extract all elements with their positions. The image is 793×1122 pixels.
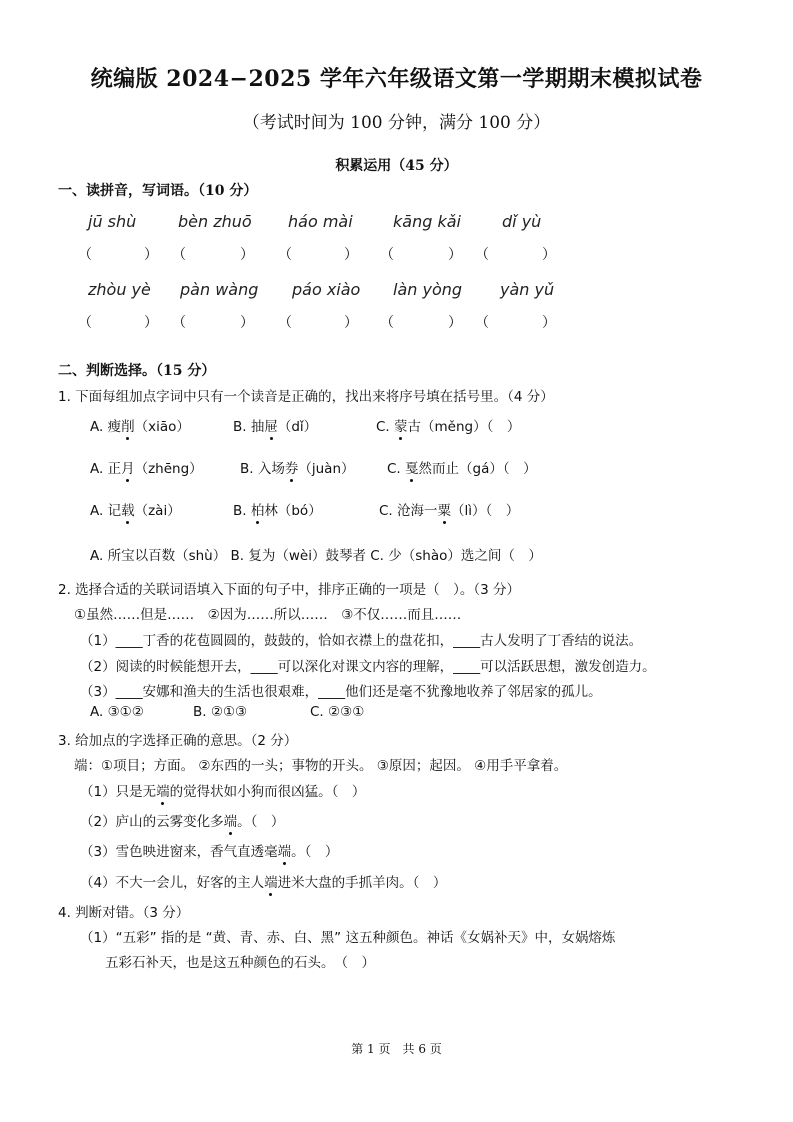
option-b: B. 柏林（bó）: [233, 503, 322, 519]
answer-paren-close: ）: [448, 247, 462, 263]
dotted-char: 月: [121, 461, 135, 477]
pinyin-item: yàn yǔ: [500, 280, 555, 299]
pinyin-item: pàn wàng: [180, 280, 259, 299]
option-b: B. 抽屉（dǐ）: [233, 419, 318, 435]
answer-paren-open: （: [278, 247, 292, 263]
dotted-char: 戛: [405, 461, 419, 477]
answer-paren-close: ）: [240, 315, 254, 331]
part1-title: 积累运用（45 分）: [335, 158, 458, 174]
section1-heading: 一、读拼音，写词语。（10 分）: [58, 183, 258, 199]
question-3-stem: 3. 给加点的字选择正确的意思。（2 分）: [58, 733, 298, 749]
pinyin-item: bèn zhuō: [178, 212, 252, 231]
question-3-item: （1）只是无端的觉得状如小狗而很凶猛。（ ）: [80, 784, 366, 800]
question-2-sentence: （3）____安娜和渔夫的生活也很艰难，____他们还是毫不犹豫地收养了邻居家的孤儿。: [80, 684, 602, 700]
option-a: A. 瘦削（xiāo）: [90, 419, 190, 435]
pinyin-item: zhòu yè: [88, 280, 151, 299]
question-3-item: （2）庐山的云雾变化多端。（ ）: [80, 814, 285, 830]
option-c: C. 戛然而止（gá）（ ）: [387, 461, 537, 477]
answer-paren-open: （: [78, 247, 92, 263]
question-4-sentence: （1）“五彩” 指的是 “黄、青、赤、白、黑” 这五种颜色。神话《女娲补天》中，女娲熔炼: [80, 930, 616, 946]
question-3-item: （4）不大一会儿，好客的主人端进米大盘的手抓羊肉。（ ）: [80, 875, 447, 891]
dotted-char: 削: [121, 419, 135, 435]
choice-a: A. ③①②: [90, 704, 144, 720]
answer-paren-close: ）: [448, 315, 462, 331]
dotted-char: 载: [121, 503, 135, 519]
question-2-stem: 2. 选择合适的关联词语填入下面的句子中，排序正确的一项是（ ）。（3 分）: [58, 582, 521, 598]
question-2-sentence: （1）____丁香的花苞圆圆的，鼓鼓的，恰如衣襟上的盘花扣，____古人发明了丁香结的说法。: [80, 633, 643, 649]
answer-paren-open: （: [475, 315, 489, 331]
choice-b: B. ②①③: [193, 704, 248, 720]
option-a: A. 正月（zhēng）: [90, 461, 203, 477]
option-a: A. 记载（zài）: [90, 503, 181, 519]
dotted-char: 屉: [264, 419, 278, 435]
option-b: B. 入场券（juàn）: [240, 461, 355, 477]
answer-paren-close: ）: [344, 247, 358, 263]
dotted-char: 端: [277, 844, 292, 860]
exam-subtitle: （考试时间为 100 分钟，满分 100 分）: [242, 113, 551, 133]
question-2-sentence: （2）阅读的时候能想开去，____可以深化对课文内容的理解，____可以活跃思想，激发创造力。: [80, 659, 656, 675]
answer-paren-open: （: [78, 315, 92, 331]
choice-c: C. ②③①: [310, 704, 365, 720]
dotted-char: 端: [223, 814, 238, 830]
answer-paren-close: ）: [144, 315, 158, 331]
pinyin-item: làn yòng: [393, 280, 463, 299]
question-1-stem: 1. 下面每组加点字词中只有一个读音是正确的，找出来将序号填在括号里。（4 分）: [58, 389, 554, 405]
answer-paren-open: （: [172, 247, 186, 263]
pinyin-item: dǐ yù: [502, 212, 542, 231]
answer-paren-open: （: [278, 315, 292, 331]
dotted-char: 蒙: [394, 419, 408, 435]
question-4-stem: 4. 判断对错。（3 分）: [58, 905, 190, 921]
answer-paren-open: （: [172, 315, 186, 331]
dotted-char: 端: [156, 784, 170, 800]
question-2-options: ①虽然……但是…… ②因为……所以…… ③不仅……而且……: [74, 607, 462, 623]
answer-paren-close: ）: [542, 247, 556, 263]
dotted-char: 柏: [250, 503, 265, 519]
pinyin-item: kāng kǎi: [393, 212, 461, 231]
answer-paren-open: （: [475, 247, 489, 263]
question-1-row4: A. 所宝以百数（shù） B. 复为（wèi）鼓琴者 C. 少（shào）选之间（ ）: [90, 548, 542, 564]
pinyin-item: jū shù: [88, 212, 137, 231]
dotted-char: 粟: [437, 503, 452, 519]
option-c: C. 沧海一粟（lì）（ ）: [379, 503, 520, 519]
dotted-char: 端: [264, 875, 278, 891]
answer-paren-close: ）: [542, 315, 556, 331]
dotted-char: 券: [284, 461, 299, 477]
page-title: 统编版 2024−2025 学年六年级语文第一学期期末模拟试卷: [90, 66, 703, 92]
option-c: C. 蒙古（měng）（ ）: [376, 419, 521, 435]
answer-paren-open: （: [380, 315, 394, 331]
answer-paren-close: ）: [344, 315, 358, 331]
pinyin-item: háo mài: [288, 212, 353, 231]
question-4-sentence-continued: 五彩石补天，也是这五种颜色的石头。 （ ）: [105, 955, 375, 971]
question-3-meanings: 端：①项目；方面。 ②东西的一头；事物的开头。 ③原因；起因。 ④用手平拿着。: [74, 758, 568, 774]
question-3-item: （3）雪色映进窗来，香气直透毫端。（ ）: [80, 844, 339, 860]
answer-paren-open: （: [380, 247, 394, 263]
answer-paren-close: ）: [144, 247, 158, 263]
page-footer: 第 1 页 共 6 页: [351, 1042, 442, 1056]
pinyin-item: páo xiào: [292, 280, 361, 299]
section2-heading: 二、判断选择。（15 分）: [58, 363, 216, 379]
answer-paren-close: ）: [240, 247, 254, 263]
